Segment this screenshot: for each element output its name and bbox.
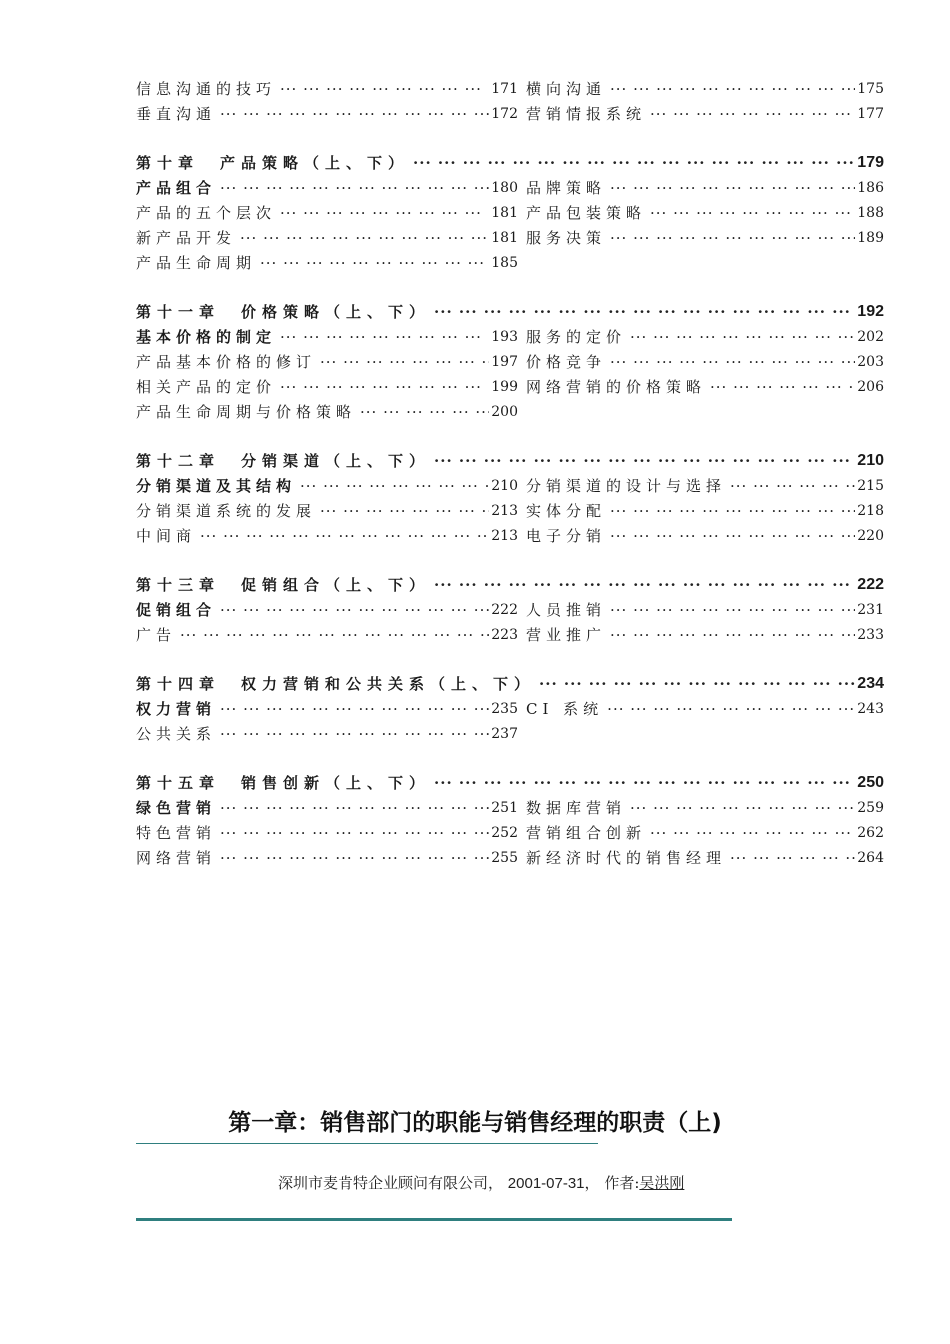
entry-title: 权力营销 xyxy=(136,700,217,718)
entry-title: 产品基本价格的修订 xyxy=(136,353,317,371)
chapter-page-number: 210 xyxy=(857,451,884,469)
entry-page-number: 255 xyxy=(491,849,518,866)
table-of-contents xyxy=(136,76,884,870)
leader-dots xyxy=(535,675,855,693)
leader-dots xyxy=(430,452,855,470)
toc-entry[interactable] xyxy=(136,401,526,422)
section-gap xyxy=(136,548,884,572)
entry-page-number: 213 xyxy=(491,502,518,519)
entry-page-number: 189 xyxy=(857,229,884,246)
entry-title: 产品的五个层次 xyxy=(136,204,277,222)
leader-dots xyxy=(430,774,855,792)
leader-dots xyxy=(626,799,855,817)
entry-title: 营业推广 xyxy=(526,626,607,644)
chapter-heading[interactable] xyxy=(136,150,884,175)
toc-row xyxy=(136,76,884,101)
leader-dots xyxy=(216,105,489,123)
section-gap xyxy=(136,746,884,770)
toc-entry[interactable] xyxy=(526,202,884,223)
company-name: 深圳市麦肯特企业顾问有限公司， xyxy=(278,1174,504,1192)
entry-title: 网络营销的价格策略 xyxy=(526,378,707,396)
leader-dots xyxy=(276,80,489,98)
leader-dots xyxy=(296,477,489,495)
leader-dots xyxy=(430,576,855,594)
leader-dots xyxy=(726,477,855,495)
entry-page-number: 251 xyxy=(491,799,518,816)
entry-page-number: 264 xyxy=(857,849,884,866)
toc-entry[interactable] xyxy=(526,475,884,496)
leader-dots xyxy=(216,725,489,743)
entry-title: 中间商 xyxy=(136,527,197,545)
entry-title: 价格竞争 xyxy=(526,353,607,371)
entry-title: 网络营销 xyxy=(136,849,217,867)
entry-title: 广告 xyxy=(136,626,177,644)
title-divider xyxy=(136,1143,598,1144)
toc-row xyxy=(136,324,884,349)
chapter-page-number: 250 xyxy=(857,773,884,791)
leader-dots xyxy=(276,378,489,396)
toc-entry[interactable] xyxy=(136,822,526,843)
entry-page-number: 252 xyxy=(491,824,518,841)
leader-dots xyxy=(276,204,489,222)
toc-row xyxy=(136,523,884,548)
toc-entry[interactable] xyxy=(136,376,526,397)
leader-dots xyxy=(626,328,855,346)
chapter-title: 第十四章 权力营销和公共关系（上、下） xyxy=(136,675,536,693)
byline-divider xyxy=(136,1218,732,1221)
entry-title: 服务决策 xyxy=(526,229,607,247)
toc-entry[interactable] xyxy=(526,525,884,546)
entry-page-number: 220 xyxy=(857,527,884,544)
leader-dots xyxy=(216,601,489,619)
entry-page-number: 215 xyxy=(857,477,884,494)
leader-dots xyxy=(606,626,855,644)
entry-title: 产品包装策略 xyxy=(526,204,647,222)
entry-title: 产品生命周期与价格策略 xyxy=(136,403,357,421)
toc-row xyxy=(136,721,884,746)
entry-title: 营销组合创新 xyxy=(526,824,647,842)
leader-dots xyxy=(606,502,855,520)
toc-entry[interactable] xyxy=(136,351,526,372)
chapter-page-number: 234 xyxy=(857,674,884,692)
leader-dots xyxy=(646,824,855,842)
leader-dots xyxy=(606,601,855,619)
entry-title: 信息沟通的技巧 xyxy=(136,80,277,98)
leader-dots xyxy=(606,353,855,371)
entry-title: 特色营销 xyxy=(136,824,217,842)
chapter-title: 第十章 产品策略（上、下） xyxy=(136,154,410,172)
entry-title: 分销渠道及其结构 xyxy=(136,477,297,495)
entry-title: 产品组合 xyxy=(136,179,217,197)
chapter-title: 第十五章 销售创新（上、下） xyxy=(136,774,431,792)
section-gap xyxy=(136,424,884,448)
toc-entry[interactable] xyxy=(136,847,526,868)
entry-title: 新经济时代的销售经理 xyxy=(526,849,727,867)
entry-title: 分销渠道的设计与选择 xyxy=(526,477,727,495)
leader-dots xyxy=(256,254,489,272)
entry-page-number: 206 xyxy=(857,378,884,395)
chapter-heading[interactable] xyxy=(136,448,884,473)
chapter-heading[interactable] xyxy=(136,572,884,597)
toc-entry[interactable] xyxy=(136,698,526,719)
entry-title: 垂直沟通 xyxy=(136,105,217,123)
toc-entry[interactable] xyxy=(526,351,884,372)
entry-title: 横向沟通 xyxy=(526,80,607,98)
entry-page-number: 218 xyxy=(857,502,884,519)
entry-page-number: 235 xyxy=(491,700,518,717)
toc-entry[interactable] xyxy=(526,822,884,843)
entry-page-number: 193 xyxy=(491,328,518,345)
leader-dots xyxy=(216,824,489,842)
entry-title: 公共关系 xyxy=(136,725,217,743)
toc-entry[interactable] xyxy=(526,599,884,620)
leader-dots xyxy=(606,229,855,247)
leader-dots xyxy=(646,204,855,222)
leader-dots xyxy=(356,403,489,421)
toc-entry[interactable] xyxy=(526,177,884,198)
toc-entry[interactable] xyxy=(526,698,884,719)
leader-dots xyxy=(216,179,489,197)
leader-dots xyxy=(409,154,855,172)
entry-title: 品牌策略 xyxy=(526,179,607,197)
toc-row xyxy=(136,374,884,399)
toc-row xyxy=(136,101,884,126)
toc-entry[interactable] xyxy=(526,500,884,521)
entry-title: 相关产品的定价 xyxy=(136,378,277,396)
entry-page-number: 210 xyxy=(491,477,518,494)
toc-row xyxy=(136,498,884,523)
author-link[interactable]: 吴洪刚 xyxy=(639,1174,685,1192)
entry-page-number: 199 xyxy=(491,378,518,395)
leader-dots xyxy=(646,105,855,123)
entry-page-number: 172 xyxy=(491,105,518,122)
toc-row xyxy=(136,795,884,820)
toc-entry[interactable] xyxy=(526,797,884,818)
toc-entry[interactable] xyxy=(136,177,526,198)
toc-row xyxy=(136,349,884,374)
leader-dots xyxy=(726,849,855,867)
toc-entry[interactable] xyxy=(526,376,884,397)
toc-entry[interactable] xyxy=(526,227,884,248)
entry-page-number: 231 xyxy=(857,601,884,618)
entry-page-number: 243 xyxy=(857,700,884,717)
toc-entry[interactable] xyxy=(136,500,526,521)
toc-entry[interactable] xyxy=(136,78,526,99)
toc-entry[interactable] xyxy=(136,475,526,496)
entry-page-number: 233 xyxy=(857,626,884,643)
toc-row xyxy=(136,597,884,622)
chapter-heading[interactable] xyxy=(136,299,884,324)
toc-entry[interactable] xyxy=(526,103,884,124)
leader-dots xyxy=(216,700,489,718)
entry-page-number: 262 xyxy=(857,824,884,841)
entry-page-number: 197 xyxy=(491,353,518,370)
leader-dots xyxy=(606,80,855,98)
toc-row xyxy=(136,845,884,870)
entry-title: 人员推销 xyxy=(526,601,607,619)
section-gap xyxy=(136,647,884,671)
entry-title: 绿色营销 xyxy=(136,799,217,817)
entry-page-number: 200 xyxy=(491,403,518,420)
leader-dots xyxy=(316,502,489,520)
entry-page-number: 181 xyxy=(491,204,518,221)
toc-entry[interactable] xyxy=(136,326,526,347)
chapter-page-number: 179 xyxy=(857,153,884,171)
entry-page-number: 185 xyxy=(491,254,518,271)
entry-title: 分销渠道系统的发展 xyxy=(136,502,317,520)
leader-dots xyxy=(316,353,489,371)
leader-dots xyxy=(276,328,489,346)
toc-entry[interactable] xyxy=(136,525,526,546)
section-gap xyxy=(136,126,884,150)
chapter-page-number: 222 xyxy=(857,575,884,593)
chapter-heading[interactable] xyxy=(136,770,884,795)
entry-title: 实体分配 xyxy=(526,502,607,520)
entry-page-number: 186 xyxy=(857,179,884,196)
entry-page-number: 177 xyxy=(857,105,884,122)
entry-page-number: 213 xyxy=(491,527,518,544)
toc-entry[interactable] xyxy=(526,847,884,868)
entry-title: 基本价格的制定 xyxy=(136,328,277,346)
toc-entry[interactable] xyxy=(526,326,884,347)
chapter-heading[interactable] xyxy=(136,671,884,696)
leader-dots xyxy=(706,378,855,396)
toc-row xyxy=(136,473,884,498)
entry-page-number: 223 xyxy=(491,626,518,643)
article-title: 第一章：销售部门的职能与销售经理的职责（上) xyxy=(228,1110,722,1136)
leader-dots xyxy=(236,229,489,247)
publish-date: 2001-07-31， xyxy=(507,1175,600,1192)
entry-page-number: 237 xyxy=(491,725,518,742)
entry-title: 营销情报系统 xyxy=(526,105,647,123)
toc-entry[interactable] xyxy=(526,78,884,99)
leader-dots xyxy=(176,626,489,644)
toc-entry[interactable] xyxy=(136,624,526,645)
leader-dots xyxy=(216,799,489,817)
toc-row xyxy=(136,399,884,424)
entry-title: 新产品开发 xyxy=(136,229,237,247)
entry-title: 电子分销 xyxy=(526,527,607,545)
toc-row xyxy=(136,175,884,200)
entry-page-number: 180 xyxy=(491,179,518,196)
toc-entry[interactable] xyxy=(136,252,526,273)
entry-page-number: 175 xyxy=(857,80,884,97)
toc-entry[interactable] xyxy=(136,227,526,248)
leader-dots xyxy=(430,303,855,321)
entry-page-number: 181 xyxy=(491,229,518,246)
toc-entry[interactable] xyxy=(136,202,526,223)
toc-row xyxy=(136,225,884,250)
toc-entry[interactable] xyxy=(526,624,884,645)
leader-dots xyxy=(216,849,489,867)
toc-entry[interactable] xyxy=(136,599,526,620)
chapter-page-number: 192 xyxy=(857,302,884,320)
entry-title: 数据库营销 xyxy=(526,799,627,817)
toc-row xyxy=(136,200,884,225)
leader-dots xyxy=(603,700,855,718)
entry-page-number: 222 xyxy=(491,601,518,618)
chapter-title: 第十三章 促销组合（上、下） xyxy=(136,576,431,594)
toc-row xyxy=(136,820,884,845)
toc-entry[interactable] xyxy=(136,797,526,818)
article-byline xyxy=(278,1172,684,1193)
section-gap xyxy=(136,275,884,299)
entry-title: 产品生命周期 xyxy=(136,254,257,272)
leader-dots xyxy=(196,527,489,545)
entry-title: 促销组合 xyxy=(136,601,217,619)
entry-page-number: 171 xyxy=(491,80,518,97)
chapter-title: 第十二章 分销渠道（上、下） xyxy=(136,452,431,470)
toc-row xyxy=(136,622,884,647)
entry-page-number: 203 xyxy=(857,353,884,370)
entry-page-number: 202 xyxy=(857,328,884,345)
entry-title: 服务的定价 xyxy=(526,328,627,346)
leader-dots xyxy=(606,527,855,545)
toc-row xyxy=(136,696,884,721)
entry-page-number: 259 xyxy=(857,799,884,816)
entry-page-number: 188 xyxy=(857,204,884,221)
toc-entry[interactable] xyxy=(136,103,526,124)
toc-row xyxy=(136,250,884,275)
author-prefix: 作者: xyxy=(604,1174,640,1192)
entry-title: CI 系统 xyxy=(526,700,604,718)
toc-entry[interactable] xyxy=(136,723,526,744)
chapter-title: 第十一章 价格策略（上、下） xyxy=(136,303,431,321)
leader-dots xyxy=(606,179,855,197)
